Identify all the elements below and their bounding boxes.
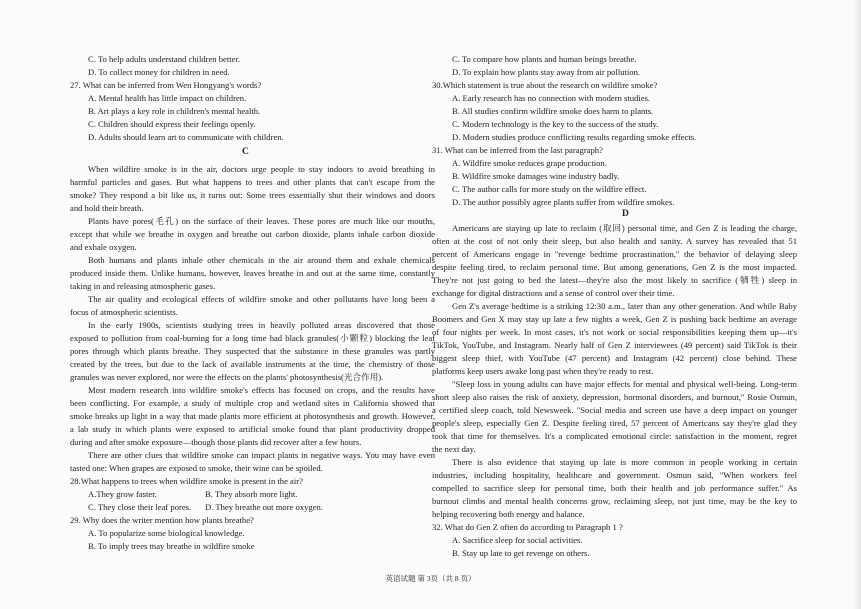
text-line: despite feeling tired, to reclaim personal time. But among generations, Gen Z is the most impacted. (432, 262, 797, 272)
text-line: A. Mental health has little impact on children. (88, 93, 247, 103)
text-line: C. Modern technology is the key to the success of the study. (452, 119, 659, 129)
text-line: smoke? They respond a bit like us, it turns out: Some trees essentially shut their windows and doors (70, 190, 435, 200)
text-line: industries, including hospitality, healthcare and government. Osmun said, "When workers feel (432, 470, 797, 480)
text-line: 31. What can be inferred from the last paragraph? (432, 145, 603, 155)
text-line: Both humans and plants inhale other chemicals in the air around them and exhale chemicals (88, 255, 435, 265)
text-line: D. Modern studies produce conflicting results regarding smoke effects. (452, 132, 697, 142)
text-line: tasted one: When grapes are exposed to smoke, their wine can be spoiled. (70, 463, 323, 473)
text-line: of four nights per week. In most cases, it's not work or social responsibilities keeping them up—it's (432, 327, 797, 337)
text-line: taking in and releasing atmospheric gases. (70, 281, 216, 291)
text-line: C. To help adults understand children better. (88, 54, 240, 64)
text-line: B. They absorb more light. (205, 489, 298, 499)
text-line: 29. Why does the writer mention how plants breathe? (70, 515, 254, 525)
text-line: except that while we breathe in oxygen and breathe out carbon dioxide, plants inhale carbon dioxide (70, 229, 435, 239)
text-line: 30.Which statement is true about the research on wildfire smoke? (432, 80, 658, 90)
text-line: during and after smoke exposure—though those plants did recover after a few hours. (70, 437, 362, 447)
text-line: burnout climbs and mental health concerns grow, reclaiming sleep, not just time, may be the key to (432, 496, 797, 506)
text-line: B. Stay up late to get revenge on others. (452, 548, 590, 558)
text-line: produced inside them. Unlike humans, however, leaves breathe in and out at the same time, constantly (70, 268, 435, 278)
text-line: A. Sacrifice sleep for social activities. (452, 535, 583, 545)
text-line: helping recovering both energy and balance. (432, 509, 585, 519)
text-line: granules was never explored, nor were the effects on the plants' photosynthesis(光合作用). (70, 372, 384, 382)
text-line: D. To collect money for children in need. (88, 67, 230, 77)
text-line: 32. What do Gen Z often do according to Paragraph 1 ? (432, 522, 623, 532)
text-line: 28.What happens to trees when wildfire smoke is present in the air? (70, 476, 303, 486)
text-line: focus of atmospheric scientists. (70, 307, 178, 317)
top-mark: · (425, 14, 427, 20)
text-line: D. They breathe out more oxygen. (205, 502, 323, 512)
text-line: The air quality and ecological effects of wildfire smoke and other pollutants have long been a (88, 294, 435, 304)
text-line: people's sleep, especially Gen Z. Despite feeling tired, 57 percent of Americans say they're glad they (432, 418, 797, 428)
text-line: short sleep also raises the risk of anxiety, depression, hormonal disorders, and burnout," Rosie Osmun, (432, 392, 797, 402)
text-line: D. The author possibly agree plants suffer from wildfire smokes. (452, 197, 675, 207)
text-line: and exhale oxygen. (70, 242, 137, 252)
text-line: Most modern research into wildfire smoke's effects has focused on crops, and the results have (88, 385, 435, 395)
text-line: C. Children should express their feelings openly. (88, 119, 256, 129)
text-line: In the early 1900s, scientists studying trees in heavily polluted areas discovered that those (88, 320, 435, 330)
text-line: TikTok, YouTube, and Instagram. Nearly half of Gen Z interviewees (49 percent) said TikTok is their (432, 340, 797, 350)
text-line: They're not just going to bed the latest—they're also the most likely to sacrifice (牺牲) sleep in (432, 275, 797, 285)
text-line: Americans are staying up late to reclaim (取回) personal time, and Gen Z is leading the charge, (452, 223, 797, 233)
text-line: created by the trees, but due to the lack of available instruments at the time, the chemistry of those (70, 359, 435, 369)
text-line: exchange for digital distractions and a sense of control over their time. (432, 288, 675, 298)
text-line: B. Wildfire smoke damages wine industry badly. (452, 171, 620, 181)
text-line: There are other clues that wildfire smoke can impact plants in negative ways. You may have even (88, 450, 435, 460)
text-line: D. Adults should learn art to communicate with children. (88, 132, 284, 142)
text-line: the next day. (432, 444, 476, 454)
text-line: A. To popularize some biological knowledge. (88, 528, 245, 538)
text-line: platforms keep users awake long past when they're ready to rest. (432, 366, 654, 376)
text-line: Plants have pores(毛孔) on the surface of their leaves. These pores are much like our mouths, (88, 216, 435, 226)
text-line: D. To explain how plants stay away from air pollution. (452, 67, 641, 77)
section-heading: C (242, 147, 249, 157)
text-line: percent of Americans engage in "revenge bedtime procrastination," the behavior of delaying sleep (432, 249, 797, 259)
text-line: exposed to pollution from coal-burning for a long time had black granules(小颗粒) blocking the leaf (70, 333, 435, 343)
text-line: C. To compare how plants and human beings breathe. (452, 54, 637, 64)
text-line: A.They grow faster. (88, 489, 157, 499)
text-line: B. Art plays a key role in children's mental health. (88, 106, 261, 116)
page-footer: 英语试题 第 3页（共 8 页） (385, 574, 476, 583)
text-line: A. Early research has no connection with modern studies. (452, 93, 651, 103)
text-line: compelled to sacrifice sleep for personal time, both their health and job performance suffer." As (432, 483, 797, 493)
text-line: C. The author calls for more study on the wildfire effect. (452, 184, 647, 194)
text-line: Boomers and Gen X may stay up late a few nights a week, Gen Z is pushing back bedtime an average (432, 314, 797, 324)
text-line: A. Wildfire smoke reduces grape production. (452, 158, 607, 168)
text-line: Gen Z's average bedtime is a striking 12:30 a.m., later than any other generation. And while Baby (452, 301, 797, 311)
text-line: took that time for themselves. It's a complicated emotional circle: satisfaction in the moment, regret (432, 431, 797, 441)
text-line: B. All studies confirm wildfire smoke does harm to plants. (452, 106, 654, 116)
scan-edge (855, 0, 861, 609)
text-line: pores through which plants breathe. They suspected that the substance in these granules was partly (70, 346, 435, 356)
text-line: B. To imply trees may breathe in wildfire smoke (88, 541, 255, 551)
text-line: 27. What can be inferred from Wen Hongyang's words? (70, 80, 262, 90)
text-line: biggest sleep thief, with YouTube (47 percent) and Instagram (42 percent) close behind. These (432, 353, 797, 363)
text-line: harmful particles and gases. But what happens to trees and other plants that can't escape from the (70, 177, 435, 187)
text-line: and hold their breath. (70, 203, 144, 213)
text-line: C. They close their leaf pores. (88, 502, 192, 512)
text-line: When wildfire smoke is in the air, doctors urge people to stay indoors to avoid breathing in (88, 164, 435, 174)
text-line: a certified sleep coach, told Newsweek. "Social media and screen use have a deep impact on younger (432, 405, 797, 415)
text-line: "Sleep loss in young adults can have major effects for mental and physical well-being. Long-term (452, 379, 797, 389)
text-line: been conflicting. For example, a study of multiple crop and wetland sites in California showed that (70, 398, 435, 408)
text-line: a lab study in which plants were exposed to artificial smoke found that plant productivity dropped (70, 424, 435, 434)
section-heading: D (622, 209, 629, 219)
text-line: There is also evidence that staying up late is more common in people working in certain (452, 457, 797, 467)
text-line: often at the cost of not only their sleep, but also health and sanity. A survey has revealed that 51 (432, 236, 797, 246)
text-line: smoke breaks up light in a way that made plants more efficient at photosynthesis and growth. However, (70, 411, 435, 421)
